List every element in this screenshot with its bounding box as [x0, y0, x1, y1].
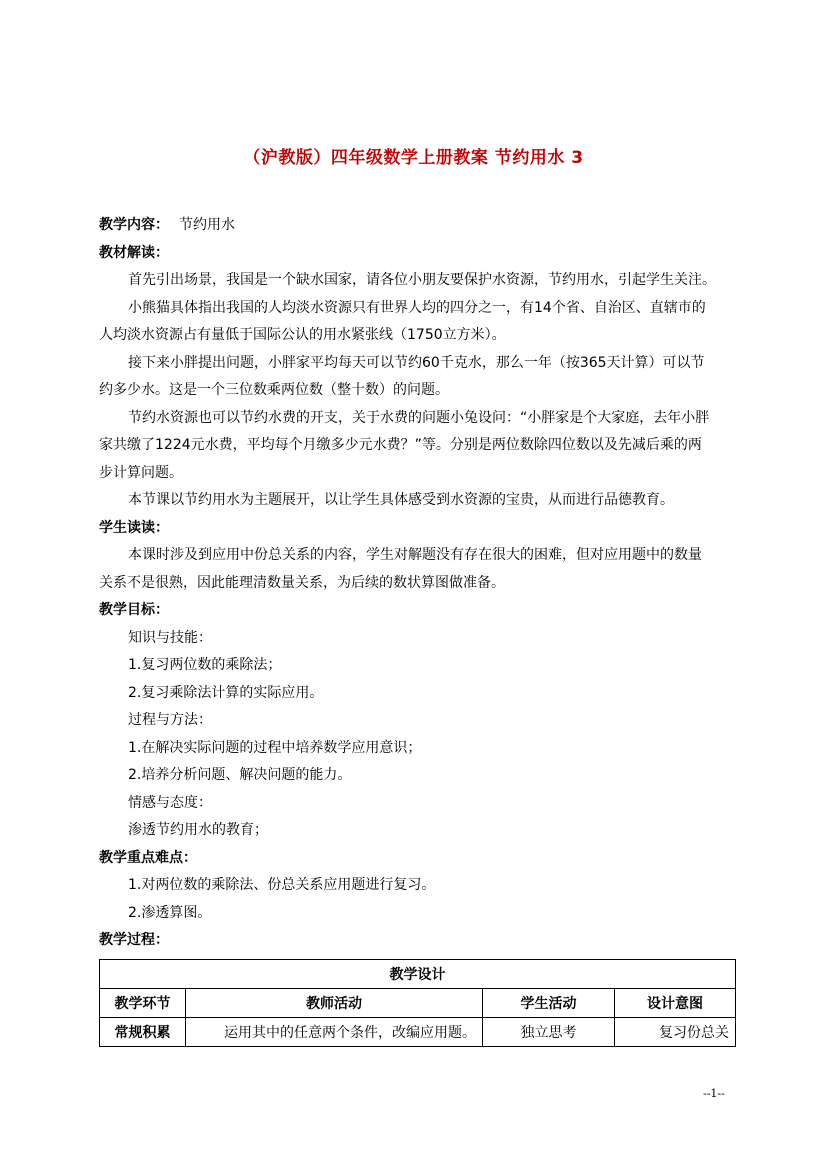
- goal-item-2: 2.复习乘除法计算的实际应用。: [128, 684, 324, 701]
- header-teacher-activity: 教师活动: [186, 989, 483, 1018]
- goals-heading: 教学目标：: [99, 602, 169, 618]
- header-stage: 教学环节: [100, 989, 186, 1018]
- cell-stage: 常规积累: [100, 1018, 186, 1047]
- document-body: [99, 212, 735, 955]
- header-design-intent: 设计意图: [615, 989, 736, 1018]
- paragraph-4-line-3: 步计算问题。: [99, 464, 183, 481]
- paragraph-5: 本节课以节约用水为主题展开，以让学生具体感受到水资源的宝贵，从而进行品德教育。: [128, 492, 674, 508]
- table-caption: 教学设计: [100, 960, 736, 989]
- goal-item-4: 2.培养分析问题、解决问题的能力。: [128, 767, 352, 783]
- key-heading: 教学重点难点：: [99, 849, 197, 866]
- goal-item-5: 渗透节约用水的教育；: [128, 822, 268, 838]
- paragraph-3-line-1: 接下来小胖提出问题，小胖家平均每天可以节约60千克水，那么一年（按365天计算）可以节: [128, 354, 705, 371]
- goal-item-3: 1.在解决实际问题的过程中培养数学应用意识；: [128, 739, 422, 756]
- cell-teacher-activity: 运用其中的任意两个条件，改编应用题。: [186, 1018, 483, 1047]
- content-row: [99, 212, 735, 240]
- document-title: （沪教版）四年级数学上册教案 节约用水 3: [243, 148, 584, 168]
- page-number: --1--: [703, 1087, 725, 1100]
- table-caption-row: [100, 960, 736, 989]
- paragraph-1: 首先引出场景，我国是一个缺水国家，请各位小朋友要保护水资源，节约用水，引起学生关注。: [128, 272, 716, 288]
- paragraph-2-line-1: 小熊猫具体指出我国的人均淡水资源只有世界人均的四分之一，有14个省、自治区、直辖市的: [128, 299, 706, 316]
- paragraph-4-line-1: 节约水资源也可以节约水费的开支，关于水费的问题小兔设问：“小胖家是个大家庭，去年小胖: [128, 409, 710, 426]
- key-item-2: 2.渗透算图。: [128, 904, 212, 921]
- goal-knowledge-label: 知识与技能：: [128, 629, 212, 646]
- goal-process-label: 过程与方法：: [128, 712, 212, 728]
- content-value: 节约用水: [179, 217, 235, 233]
- header-student-activity: 学生活动: [483, 989, 615, 1018]
- content-label: 教学内容：: [99, 217, 169, 233]
- cell-student-activity: 独立思考: [483, 1018, 615, 1047]
- paragraph-4-line-2: 家共缴了1224元水费，平均每个月缴多少元水费？”等。分别是两位数除四位数以及先减后乘的两: [99, 437, 702, 453]
- student-heading: 学生读读：: [99, 519, 169, 536]
- cell-design-intent: 复习份总关: [615, 1018, 736, 1047]
- teaching-design-table: [99, 959, 736, 1047]
- paragraph-3-line-2: 约多少水。这是一个三位数乘两位数（整十数）的问题。: [99, 382, 449, 398]
- table-header-row: [100, 989, 736, 1018]
- process-heading: 教学过程：: [99, 932, 169, 948]
- table-row: [100, 1018, 736, 1047]
- interpretation-heading: 教材解读：: [99, 244, 169, 261]
- goal-attitude-label: 情感与态度：: [128, 794, 212, 811]
- student-line-2: 关系不是很熟，因此能理清数量关系，为后续的数状算图做准备。: [99, 574, 505, 591]
- key-item-1: 1.对两位数的乘除法、份总关系应用题进行复习。: [128, 877, 436, 893]
- paragraph-2-line-2: 人均淡水资源占有量低于国际公认的用水紧张线（1750立方米）。: [99, 327, 506, 343]
- student-line-1: 本课时涉及到应用中份总关系的内容，学生对解题没有存在很大的困难，但对应用题中的数量: [128, 547, 702, 563]
- goal-item-1: 1.复习两位数的乘除法；: [128, 657, 282, 673]
